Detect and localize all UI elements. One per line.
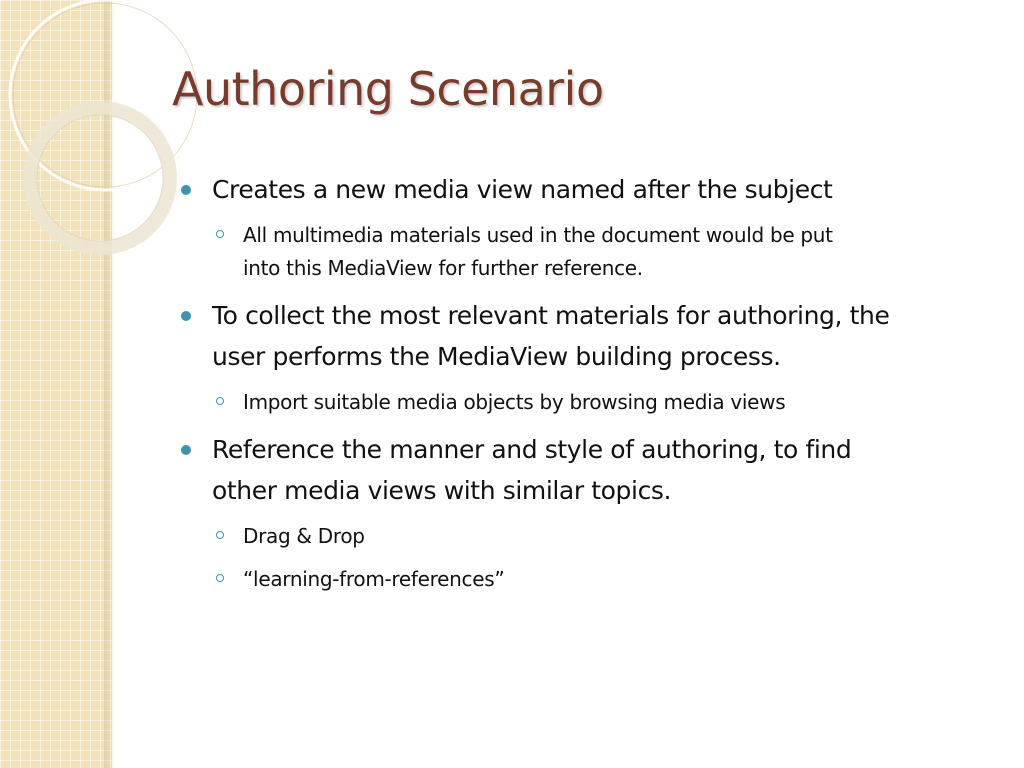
sub-bullet-marker [216,574,224,582]
bullet-1-line-1: Creates a new media view named after the subject [212,175,833,204]
slide-title: Authoring Scenario [172,62,604,116]
bullet-marker [181,311,191,321]
bullet-2-sub-1-line-1: Import suitable media objects by browsing media views [243,390,786,414]
sub-bullet-marker [216,397,224,405]
sub-bullet-marker [216,531,224,539]
bullet-marker [181,185,191,195]
decorative-rings [0,0,200,300]
bullet-3-sub-2-line-1: “learning-from-references” [243,567,505,591]
sub-bullet-marker [216,230,224,238]
bullet-2-line-2: user performs the MediaView building process. [212,342,781,371]
bullet-marker [181,445,191,455]
bullet-3-line-1: Reference the manner and style of authoring, to find [212,435,852,464]
bullet-3-sub-1-line-1: Drag & Drop [243,524,365,548]
bullet-1-sub-1-line-2: into this MediaView for further reference. [243,256,643,280]
bullet-1-sub-1-line-1: All multimedia materials used in the document would be put [243,223,833,247]
bullet-2-line-1: To collect the most relevant materials for authoring, the [212,301,890,330]
bullet-3-line-2: other media views with similar topics. [212,476,672,505]
